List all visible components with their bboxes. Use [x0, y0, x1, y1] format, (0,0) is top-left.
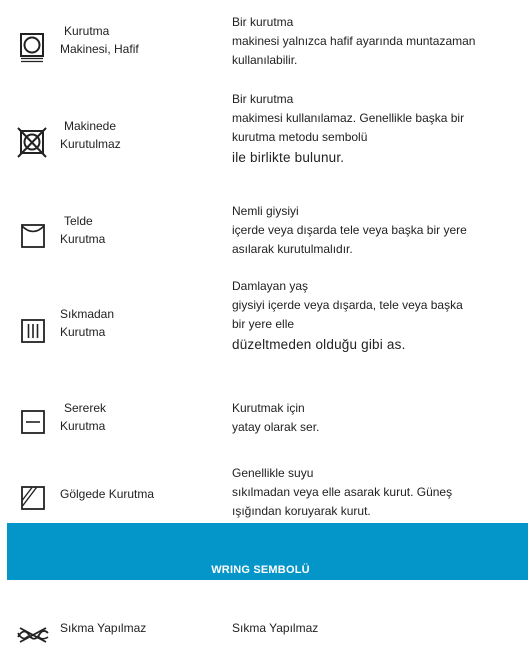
care-label	[60, 399, 106, 435]
do-not-wring-icon	[16, 627, 50, 643]
section-title: WRING SEMBOLÜ	[211, 564, 310, 576]
care-label-line: Makinede	[64, 119, 117, 133]
section-header-band	[7, 523, 528, 580]
care-description-line: kullanılabilir.	[232, 53, 298, 67]
care-label	[60, 485, 154, 503]
dry-flat-icon	[21, 410, 45, 434]
care-description-line: Bir kurutma	[232, 92, 294, 106]
care-description-line: düzeltmeden olduğu gibi as.	[232, 337, 406, 352]
care-description	[232, 619, 318, 638]
dry-in-shade-icon	[21, 485, 45, 511]
care-description-line: makimesi kullanılamaz. Genellikle başka bir	[232, 111, 465, 125]
care-row-do-not-wring	[0, 615, 528, 650]
care-label	[60, 212, 105, 248]
care-description-line: sıkılmadan veya elle asarak kurut. Güneş	[232, 485, 453, 499]
care-label-line: Telde	[64, 214, 93, 228]
care-description-line: Sıkma Yapılmaz	[232, 621, 319, 635]
care-label	[60, 619, 146, 637]
care-label-line: Kurutma	[60, 325, 106, 339]
care-label	[60, 117, 121, 153]
care-label-line: Kurutma	[60, 419, 106, 433]
care-label-line: Sıkmadan	[60, 307, 115, 321]
care-label	[60, 305, 114, 341]
care-description-line: ile birlikte bulunur.	[232, 150, 345, 165]
drip-dry-icon	[21, 319, 45, 343]
care-description-line: Genellikle suyu	[232, 466, 314, 480]
care-description	[232, 13, 475, 70]
care-label-line: Kurutulmaz	[60, 137, 121, 151]
line-dry-icon	[21, 224, 45, 248]
care-description-line: kurutma metodu sembolü	[232, 130, 368, 144]
care-description-line: yatay olarak ser.	[232, 420, 320, 434]
care-row-do-not-tumble-dry	[0, 85, 528, 185]
care-description-line: içerde veya dışarda tele veya başka bir yere	[232, 223, 467, 237]
care-label-line: Kurutma	[64, 24, 110, 38]
care-description-line: Kurutmak için	[232, 401, 305, 415]
care-row-drip-dry	[0, 275, 528, 365]
care-description-line: makinesi yalnızca hafif ayarında muntazaman	[232, 34, 476, 48]
care-description	[232, 277, 463, 355]
care-description	[232, 202, 467, 259]
tumble-dry-low-heat-icon	[20, 33, 44, 63]
care-description-line: Bir kurutma	[232, 15, 294, 29]
care-label-line: Sererek	[64, 401, 107, 415]
care-label-line: Kurutma	[60, 232, 106, 246]
care-description-line: Damlayan yaş	[232, 279, 309, 293]
care-row-tumble-dry-low	[0, 0, 528, 80]
care-description-line: ışığından koruyarak kurut.	[232, 504, 371, 518]
care-description-line: asılarak kurutulmalıdır.	[232, 242, 353, 256]
care-description	[232, 399, 319, 437]
care-row-line-dry	[0, 200, 528, 270]
care-label-line: Gölgede Kurutma	[60, 487, 155, 501]
care-row-dry-in-shade	[0, 460, 528, 522]
do-not-tumble-dry-icon	[18, 128, 46, 158]
care-label	[60, 22, 139, 58]
care-label-line: Sıkma Yapılmaz	[60, 621, 147, 635]
care-description-line: Nemli giysiyi	[232, 204, 299, 218]
care-row-dry-flat	[0, 395, 528, 450]
care-description-line: bir yere elle	[232, 317, 295, 331]
care-description	[232, 464, 452, 521]
care-description-line: giysiyi içerde veya dışarda, tele veya başka	[232, 298, 463, 312]
care-description	[232, 90, 464, 168]
care-label-line: Makinesi, Hafif	[60, 42, 139, 56]
